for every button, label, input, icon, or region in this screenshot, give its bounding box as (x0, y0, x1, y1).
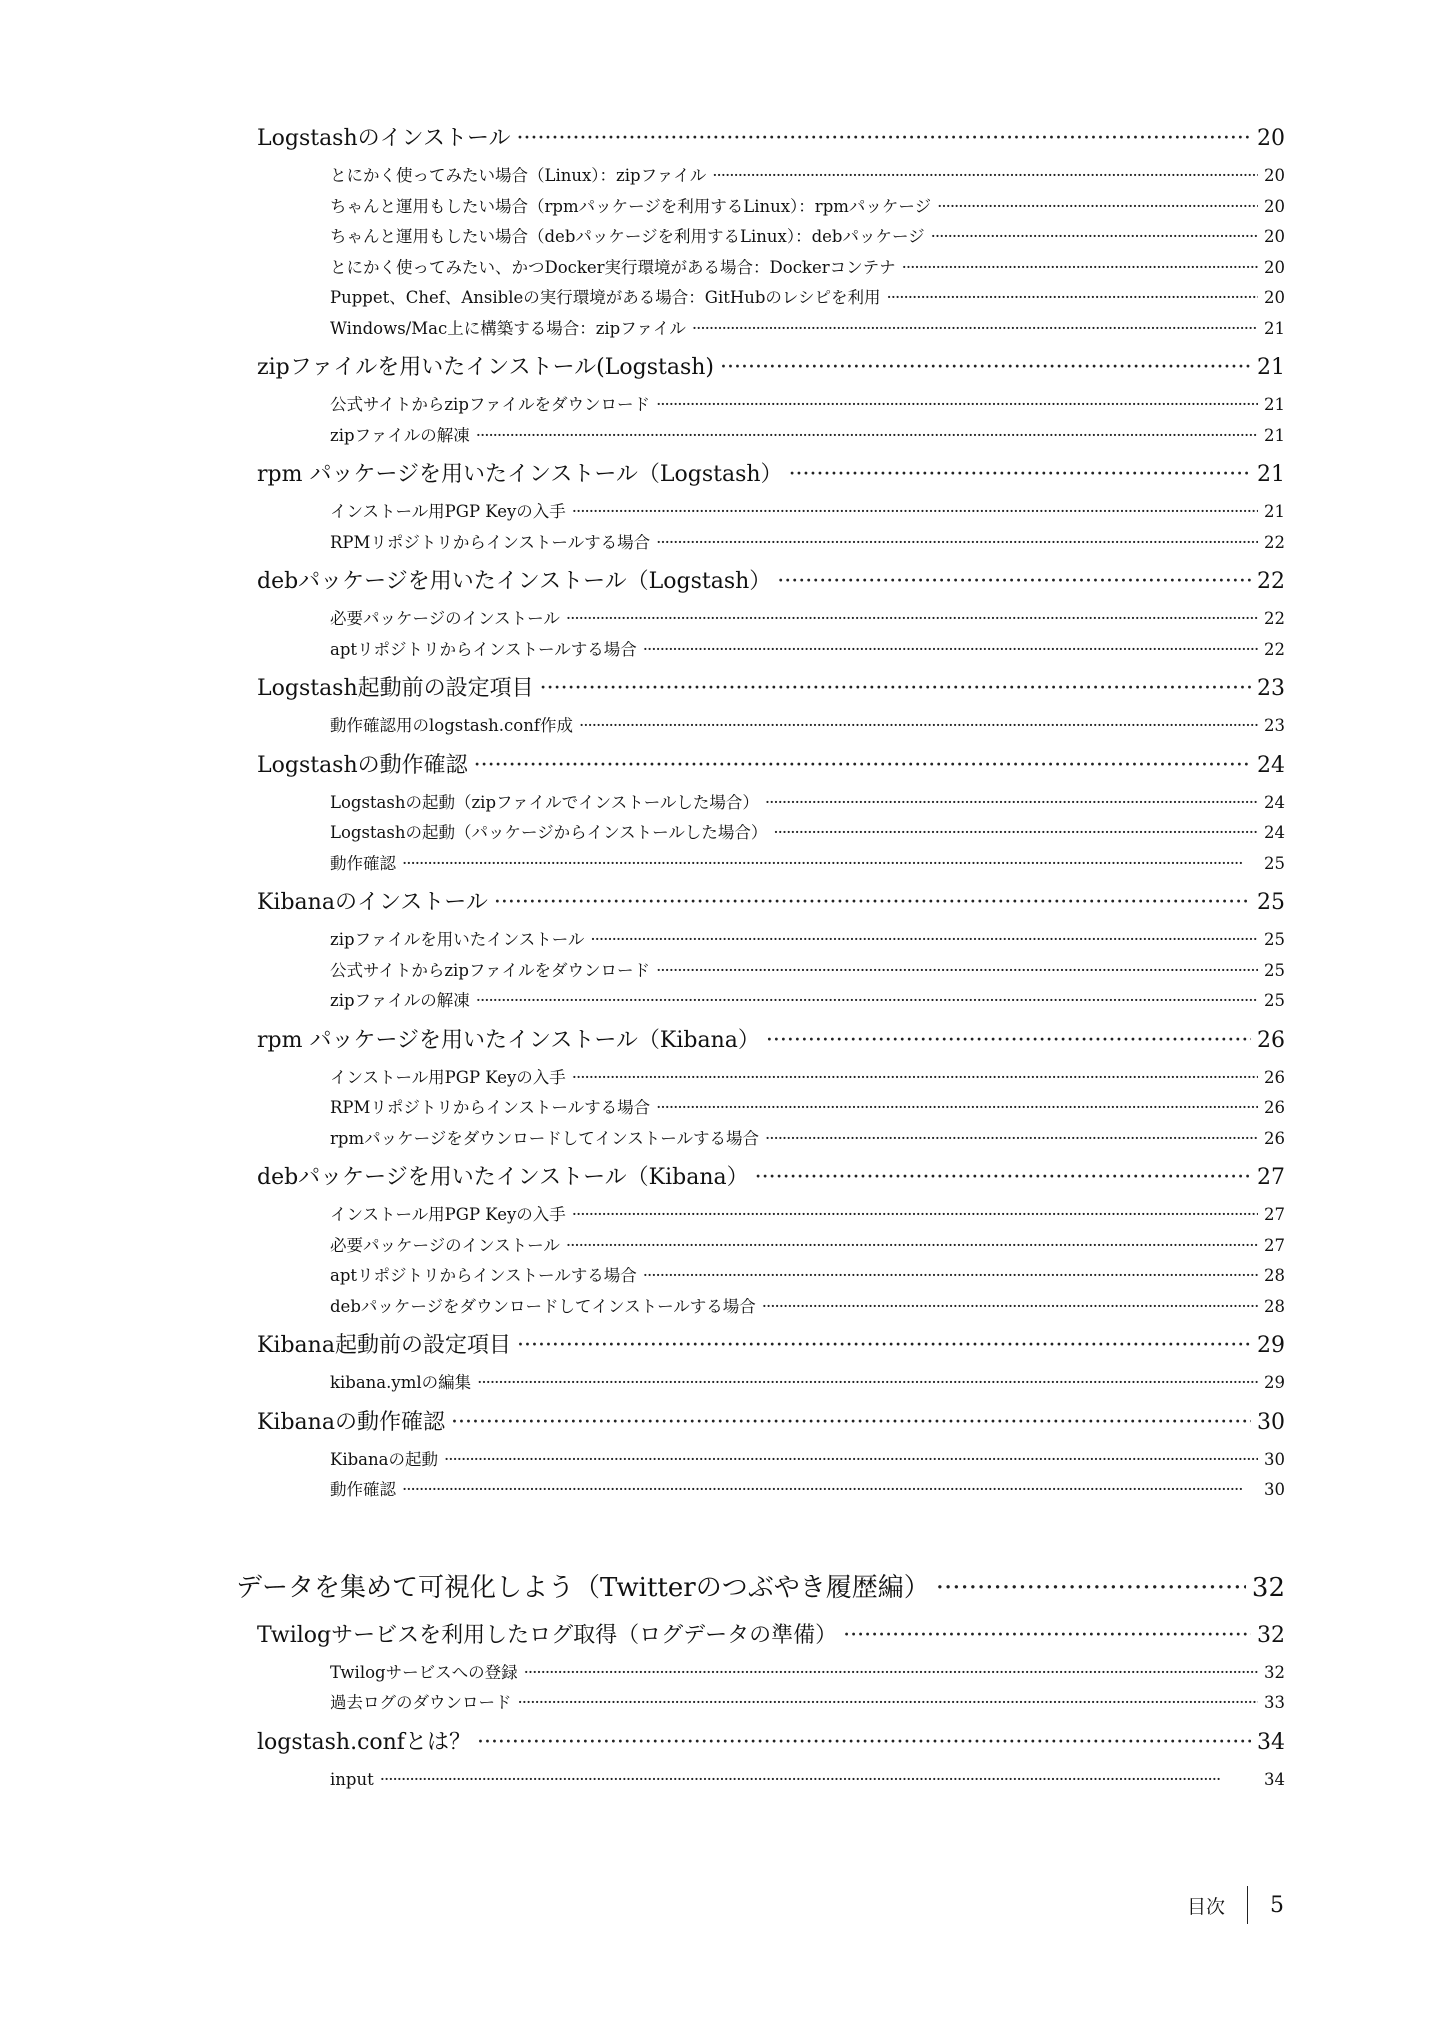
toc-section-page: 25 (1257, 890, 1285, 915)
toc-item-page: 25 (1264, 930, 1285, 949)
toc-section-title: Kibanaの動作確認 (257, 1409, 445, 1435)
dot-leader (720, 346, 1251, 390)
toc-section-page: 26 (1257, 1027, 1285, 1053)
toc-item-page: 24 (1264, 823, 1285, 842)
toc-item-page: 21 (1264, 502, 1285, 521)
footer-label: 目次 (1186, 1895, 1225, 1918)
toc-item-title: Puppet、Chef、Ansibleの実行環境がある場合：GitHubのレシピを利用 (330, 288, 881, 307)
dot-leader (936, 1562, 1246, 1614)
toc-section-title: Kibanaのインストール (257, 890, 488, 915)
dot-leader (643, 1261, 1258, 1292)
toc-section-title: zipファイルを用いたインストール(Logstash) (257, 355, 714, 380)
toc-item-title: 必要パッケージのインストール (330, 1235, 560, 1255)
toc-section-page: 21 (1257, 355, 1285, 380)
toc-section (257, 667, 1285, 711)
dot-leader (477, 1368, 1258, 1399)
dot-leader (887, 283, 1258, 314)
toc-item-title: Logstashの起動（パッケージからインストールした場合） (330, 823, 768, 842)
toc-item-title: インストール用PGP Keyの入手 (330, 1067, 566, 1087)
toc-item (330, 849, 1285, 880)
toc-item-page: 25 (1264, 960, 1285, 980)
toc-item-title: 公式サイトからzipファイルをダウンロード (330, 960, 651, 980)
dot-leader (524, 1658, 1258, 1689)
toc-item-page: 32 (1264, 1662, 1285, 1682)
toc-item-page: 33 (1264, 1693, 1285, 1712)
dot-leader (451, 1401, 1251, 1445)
toc-item-title: 過去ログのダウンロード (330, 1693, 512, 1712)
toc-item-page: 27 (1264, 1205, 1285, 1224)
toc-item-title: zipファイルを用いたインストール (330, 930, 585, 949)
toc-item (330, 1063, 1285, 1094)
toc-item (330, 1765, 1285, 1796)
toc-item (330, 1093, 1285, 1124)
dot-leader (765, 1124, 1258, 1155)
toc-section-title: rpm パッケージを用いたインストール（Kibana） (257, 1027, 760, 1053)
toc-section (257, 1614, 1285, 1658)
toc-item-title: rpmパッケージをダウンロードしてインストールする場合 (330, 1128, 759, 1148)
toc-item-title: 動作確認 (330, 1480, 396, 1499)
toc-item-page: 28 (1264, 1266, 1285, 1285)
dot-leader (518, 1688, 1259, 1719)
toc-item (330, 1688, 1285, 1719)
toc-item-title: Kibanaの起動 (330, 1449, 438, 1469)
toc-item (330, 283, 1285, 314)
dot-leader (755, 1156, 1251, 1200)
toc-item-title: インストール用PGP Keyの入手 (330, 502, 566, 521)
toc-item (330, 161, 1285, 192)
toc-item (330, 421, 1285, 452)
toc-item (330, 253, 1285, 284)
toc-section-title: Twilogサービスを利用したログ取得（ログデータの準備） (257, 1622, 838, 1648)
toc-item-title: kibana.ymlの編集 (330, 1373, 472, 1392)
toc-item (330, 1200, 1285, 1231)
toc-section-title: logstash.confとは？ (257, 1729, 471, 1755)
dot-leader (643, 635, 1258, 666)
toc-item (330, 1445, 1285, 1476)
dot-leader (656, 1093, 1258, 1124)
toc-section (257, 1721, 1285, 1765)
toc-item (330, 604, 1285, 635)
toc-item-page: 20 (1264, 288, 1285, 307)
dot-leader (494, 881, 1251, 925)
toc-item-page: 21 (1264, 395, 1285, 414)
toc-item-page: 30 (1264, 1480, 1285, 1499)
dot-leader (380, 1765, 1258, 1796)
toc-item-title: debパッケージをダウンロードしてインストールする場合 (330, 1296, 756, 1316)
toc-section (257, 1019, 1285, 1063)
toc-item-page: 24 (1264, 792, 1285, 812)
toc-item (330, 1658, 1285, 1689)
toc-section-page: 21 (1257, 462, 1285, 487)
dot-leader (572, 497, 1258, 528)
toc-item (330, 635, 1285, 666)
toc-item-title: とにかく使ってみたい場合（Linux）：zipファイル (330, 166, 707, 185)
toc-item (330, 1292, 1285, 1323)
dot-leader (656, 390, 1258, 421)
toc-item-title: RPMリポジトリからインストールする場合 (330, 1098, 651, 1117)
toc-item (330, 497, 1285, 528)
toc-item-page: 23 (1264, 716, 1285, 735)
toc-item-title: ちゃんと運用もしたい場合（debパッケージを利用するLinux）：debパッケージ (330, 227, 925, 246)
dot-leader (474, 744, 1251, 788)
toc-item-page: 30 (1264, 1449, 1285, 1469)
toc-item (330, 390, 1285, 421)
dot-leader (444, 1445, 1258, 1476)
toc-chapter-title: データを集めて可視化しよう（Twitterのつぶやき履歴編） (236, 1572, 930, 1603)
toc-item (330, 1368, 1285, 1399)
toc-section-page: 22 (1257, 569, 1285, 594)
page-number: 5 (1270, 1892, 1284, 1918)
dot-leader (762, 1292, 1258, 1323)
dot-leader (476, 986, 1258, 1017)
toc-item-title: 動作確認 (330, 853, 396, 873)
toc-item-title: input (330, 1769, 374, 1789)
toc-section (257, 1401, 1285, 1445)
toc-item (330, 925, 1285, 956)
dot-leader (712, 161, 1258, 192)
dot-leader (789, 453, 1251, 497)
spacer (0, 1506, 1433, 1562)
toc-item (330, 956, 1285, 987)
toc-item-page: 34 (1264, 1769, 1285, 1789)
dot-leader (931, 222, 1258, 253)
table-of-contents (0, 117, 1433, 1795)
toc-item-page: 26 (1264, 1098, 1285, 1117)
toc-section (257, 881, 1285, 925)
toc-item-page: 25 (1264, 853, 1285, 873)
toc-item (330, 222, 1285, 253)
toc-item (330, 314, 1285, 345)
toc-item-title: インストール用PGP Keyの入手 (330, 1205, 566, 1224)
toc-section (257, 560, 1285, 604)
dot-leader (843, 1614, 1251, 1658)
toc-item (330, 1261, 1285, 1292)
toc-section-page: 32 (1257, 1622, 1285, 1648)
toc-item-page: 26 (1264, 1128, 1285, 1148)
toc-item (330, 986, 1285, 1017)
toc-item-title: Logstashの起動（zipファイルでインストールした場合） (330, 792, 759, 812)
toc-item-title: aptリポジトリからインストールする場合 (330, 639, 637, 659)
dot-leader (402, 849, 1258, 880)
toc-section-page: 20 (1257, 126, 1285, 151)
toc-item-page: 20 (1264, 227, 1285, 246)
dot-leader (579, 711, 1258, 742)
toc-section (257, 346, 1285, 390)
toc-section-page: 23 (1257, 676, 1285, 701)
toc-item (330, 192, 1285, 223)
toc-section (257, 1324, 1285, 1368)
dot-leader (773, 818, 1258, 849)
toc-section (257, 744, 1285, 788)
toc-section-title: debパッケージを用いたインストール（Kibana） (257, 1165, 749, 1190)
dot-leader (572, 1200, 1258, 1231)
dot-leader (517, 1324, 1251, 1368)
dot-leader (902, 253, 1258, 284)
dot-leader (476, 421, 1258, 452)
toc-section-title: Logstash起動前の設定項目 (257, 676, 534, 701)
toc-item-title: RPMリポジトリからインストールする場合 (330, 532, 651, 552)
dot-leader (566, 1231, 1258, 1262)
toc-item-title: Windows/Mac上に構築する場合：zipファイル (330, 318, 686, 338)
toc-section-page: 30 (1257, 1409, 1285, 1435)
dot-leader (402, 1475, 1258, 1506)
toc-item-page: 21 (1264, 425, 1285, 445)
toc-item-page: 26 (1264, 1067, 1285, 1087)
toc-item (330, 818, 1285, 849)
dot-leader (590, 925, 1258, 956)
dot-leader (777, 560, 1251, 604)
toc-section-title: rpm パッケージを用いたインストール（Logstash） (257, 462, 783, 487)
dot-leader (656, 956, 1258, 987)
toc-item-page: 20 (1264, 257, 1285, 277)
toc-section-title: Logstashのインストール (257, 126, 511, 151)
toc-section-page: 34 (1257, 1729, 1285, 1755)
toc-section (257, 1156, 1285, 1200)
dot-leader (572, 1063, 1258, 1094)
toc-item-title: zipファイルの解凍 (330, 425, 470, 445)
toc-section (257, 453, 1285, 497)
toc-chapter-page: 32 (1251, 1572, 1285, 1603)
toc-item (330, 528, 1285, 559)
toc-item-page: 22 (1264, 639, 1285, 659)
toc-item (330, 1475, 1285, 1506)
dot-leader (656, 528, 1258, 559)
toc-item (330, 711, 1285, 742)
dot-leader (766, 1019, 1251, 1063)
dot-leader (937, 192, 1258, 223)
toc-item-title: 必要パッケージのインストール (330, 609, 560, 628)
dot-leader (477, 1721, 1251, 1765)
dot-leader (765, 788, 1258, 819)
footer-divider (1247, 1886, 1248, 1924)
toc-section-title: Logstashの動作確認 (257, 752, 468, 778)
toc-item-page: 22 (1264, 609, 1285, 628)
toc-item-page: 29 (1264, 1373, 1285, 1392)
toc-item-page: 25 (1264, 991, 1285, 1010)
toc-item-title: zipファイルの解凍 (330, 991, 470, 1010)
toc-chapter (236, 1562, 1285, 1614)
toc-item-title: 動作確認用のlogstash.conf作成 (330, 716, 573, 735)
toc-item-page: 28 (1264, 1296, 1285, 1316)
page-footer (1187, 1886, 1284, 1924)
toc-item (330, 788, 1285, 819)
toc-item-title: Twilogサービスへの登録 (330, 1662, 518, 1682)
toc-section-page: 24 (1257, 752, 1285, 778)
toc-item-page: 20 (1264, 196, 1285, 216)
toc-item-title: とにかく使ってみたい、かつDocker実行環境がある場合：Dockerコンテナ (330, 257, 896, 277)
toc-item-page: 20 (1264, 166, 1285, 185)
toc-section-title: debパッケージを用いたインストール（Logstash） (257, 569, 772, 594)
toc-section-title: Kibana起動前の設定項目 (257, 1333, 511, 1358)
dot-leader (517, 117, 1251, 161)
toc-item (330, 1231, 1285, 1262)
toc-item-page: 21 (1264, 318, 1285, 338)
toc-section-page: 27 (1257, 1165, 1285, 1190)
toc-section-page: 29 (1257, 1333, 1285, 1358)
toc-item-title: ちゃんと運用もしたい場合（rpmパッケージを利用するLinux）：rpmパッケージ (330, 196, 932, 216)
toc-item-page: 27 (1264, 1235, 1285, 1255)
dot-leader (540, 667, 1251, 711)
toc-item-title: aptリポジトリからインストールする場合 (330, 1266, 637, 1285)
dot-leader (692, 314, 1258, 345)
toc-item-title: 公式サイトからzipファイルをダウンロード (330, 395, 651, 414)
toc-section (257, 117, 1285, 161)
toc-item (330, 1124, 1285, 1155)
dot-leader (566, 604, 1258, 635)
toc-item-page: 22 (1264, 532, 1285, 552)
